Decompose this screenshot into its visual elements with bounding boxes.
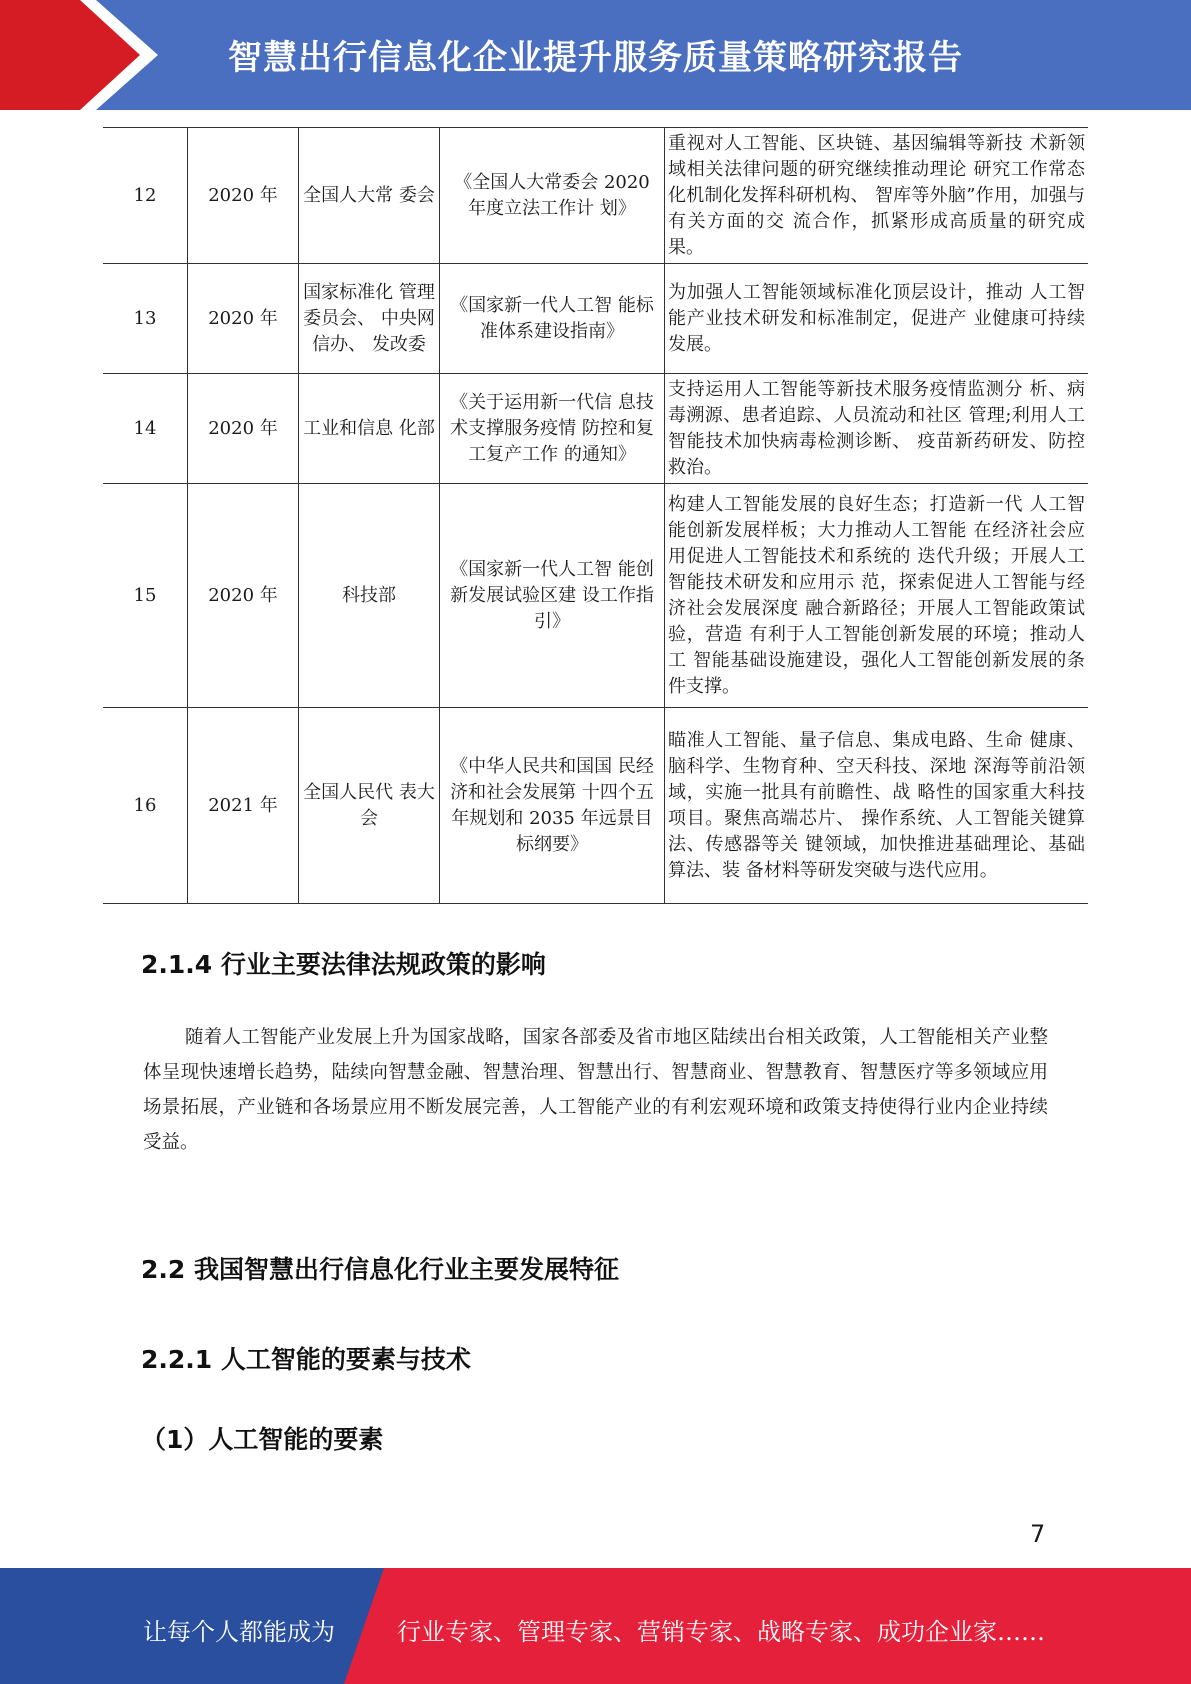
cell-org: 全国人大常 委会 xyxy=(299,128,440,264)
cell-year: 2020 年 xyxy=(188,128,299,264)
table-row xyxy=(103,264,1088,374)
table-row xyxy=(103,128,1088,264)
section-heading-2-2: 2.2 我国智慧出行信息化行业主要发展特征 xyxy=(141,1255,619,1284)
page-footer xyxy=(0,1568,1191,1684)
cell-no: 12 xyxy=(103,128,188,264)
cell-org: 工业和信息 化部 xyxy=(299,374,440,484)
header-red-arrow xyxy=(0,0,150,110)
cell-year: 2020 年 xyxy=(188,374,299,484)
cell-org: 国家标准化 管理委员会、 中央网信办、 发改委 xyxy=(299,264,440,374)
cell-doc: 《国家新一代人工智 能标准体系建设指南》 xyxy=(440,264,665,374)
table-row xyxy=(103,484,1088,708)
cell-doc: 《全国人大常委会 2020 年度立法工作计 划》 xyxy=(440,128,665,264)
cell-doc: 《关于运用新一代信 息技术支撑服务疫情 防控和复工复产工作 的通知》 xyxy=(440,374,665,484)
cell-year: 2020 年 xyxy=(188,484,299,708)
section-heading-2-1-4: 2.1.4 行业主要法律法规政策的影响 xyxy=(141,950,546,979)
cell-year: 2021 年 xyxy=(188,708,299,904)
policy-table xyxy=(103,127,1088,904)
report-title: 智慧出行信息化企业提升服务质量策略研究报告 xyxy=(228,38,963,78)
cell-doc: 《中华人民共和国国 民经济和社会发展第 十四个五年规划和 2035 年远景目标纲要》 xyxy=(440,708,665,904)
cell-year: 2020 年 xyxy=(188,264,299,374)
section-heading-2-2-1: 2.2.1 人工智能的要素与技术 xyxy=(141,1345,471,1374)
cell-content: 瞄准人工智能、量子信息、集成电路、生命 健康、脑科学、生物育种、空天科技、深地 深海等前沿领域，实施一批具有前瞻性、战 略性的国家重大科技项目。聚焦高端芯片、 操作系统、人工智能关键算法、传感器等关 键领域，加快推进基础理论、基础算法、装 备材料等研发突破与迭代应用。 xyxy=(665,708,1089,904)
cell-no: 14 xyxy=(103,374,188,484)
page-header xyxy=(0,0,1191,110)
body-paragraph: 随着人工智能产业发展上升为国家战略，国家各部委及省市地区陆续出台相关政策，人工智能相关产业整体呈现快速增长趋势，陆续向智慧金融、智慧治理、智慧出行、智慧商业、智慧教育、智慧医疗等多领域应用场景拓展，产业链和各场景应用不断发展完善，人工智能产业的有利宏观环境和政策支持使得行业内企业持续受益。 xyxy=(143,1027,1048,1153)
page-number: 7 xyxy=(1030,1520,1046,1548)
footer-slogan-left: 让每个人都能成为 xyxy=(143,1618,335,1646)
cell-content: 支持运用人工智能等新技术服务疫情监测分 析、病毒溯源、患者追踪、人员流动和社区 管理;利用人工智能技术加快病毒检测诊断、 疫苗新药研发、防控救治。 xyxy=(665,374,1089,484)
table-row xyxy=(103,708,1088,904)
table-row xyxy=(103,374,1088,484)
cell-content: 构建人工智能发展的良好生态；打造新一代 人工智能创新发展样板；大力推动人工智能 在经济社会应用促进人工智能技术和系统的 迭代升级；开展人工智能技术研发和应用示 范，探索促进人工智能与经济社会发展深度 融合新路径；开展人工智能政策试验，营造 有利于人工智能创新发展的环境；推动人工 智能基础设施建设，强化人工智能创新发展的条件支撑。 xyxy=(665,484,1089,708)
footer-slogan-right: 行业专家、管理专家、营销专家、战略专家、成功企业家…… xyxy=(397,1618,1045,1646)
cell-org: 科技部 xyxy=(299,484,440,708)
cell-content: 重视对人工智能、区块链、基因编辑等新技 术新领域相关法律问题的研究继续推动理论 研究工作常态化机制化发挥科研机构、 智库等外脑”作用，加强与有关方面的交 流合作，抓紧形成高质量的研究成果。 xyxy=(665,128,1089,264)
cell-no: 16 xyxy=(103,708,188,904)
cell-doc: 《国家新一代人工智 能创新发展试验区建 设工作指引》 xyxy=(440,484,665,708)
subsection-heading-1: （1）人工智能的要素 xyxy=(141,1425,384,1454)
cell-no: 13 xyxy=(103,264,188,374)
cell-org: 全国人民代 表大会 xyxy=(299,708,440,904)
cell-content: 为加强人工智能领域标准化顶层设计，推动 人工智能产业技术研发和标准制定，促进产 业健康可持续发展。 xyxy=(665,264,1089,374)
cell-no: 15 xyxy=(103,484,188,708)
